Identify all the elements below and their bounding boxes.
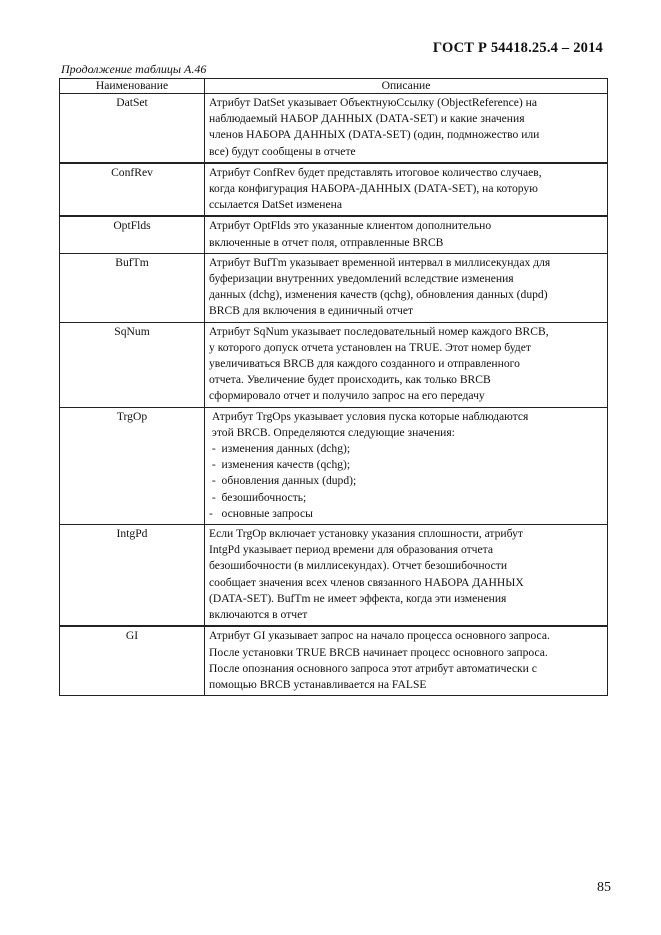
table-row bbox=[60, 322, 608, 407]
description-line: ссылается DatSet изменена bbox=[209, 198, 342, 212]
description-line: у которого допуск отчета установлен на TRUE. Этот номер будет bbox=[209, 340, 531, 354]
table-header-row bbox=[60, 79, 608, 94]
description-line: безошибочности (в миллисекундах). Отчет безошибочности bbox=[209, 559, 508, 573]
description-line: включаются в отчет bbox=[209, 608, 308, 622]
document-code: ГОСТ Р 54418.25.4 – 2014 bbox=[432, 40, 603, 56]
description-line: - изменения данных (dchg); bbox=[209, 442, 351, 456]
attribute-description bbox=[205, 626, 608, 695]
description-line: Атрибут GI указывает запрос на начало процесса основного запроса. bbox=[209, 629, 550, 643]
attribute-name: BufTm bbox=[60, 253, 205, 322]
description-line: отчета. Увеличение будет происходить, как только BRCB bbox=[209, 373, 491, 387]
attribute-name: SqNum bbox=[60, 322, 205, 407]
description-line: сообщает значения всех членов связанного НАБОРА ДАННЫХ bbox=[209, 575, 524, 589]
table-row bbox=[60, 94, 608, 163]
description-line: Атрибут OptFlds это указанные клиентом дополнительно bbox=[209, 219, 492, 233]
attribute-description bbox=[205, 253, 608, 322]
description-line: IntgPd указывает период времени для образования отчета bbox=[209, 543, 493, 557]
description-line: Атрибут ConfRev будет представлять итоговое количество случаев, bbox=[209, 165, 542, 179]
page-number: 85 bbox=[597, 880, 611, 895]
description-line: этой BRCB. Определяются следующие значения: bbox=[209, 425, 455, 439]
description-line: Атрибут DatSet указывает ОбъектнуюСсылку (ObjectReference) на bbox=[209, 96, 537, 109]
description-line: Если TrgOp включает установку указания сплошности, атрибут bbox=[209, 527, 523, 541]
description-line: - основные запросы bbox=[209, 506, 313, 520]
attribute-name: OptFlds bbox=[60, 216, 205, 253]
attribute-description bbox=[205, 322, 608, 407]
description-line: Атрибут BufTm указывает временной интервал в миллисекундах для bbox=[209, 255, 551, 269]
column-header-description: Описание bbox=[205, 79, 608, 94]
attribute-name: ConfRev bbox=[60, 163, 205, 217]
attribute-description bbox=[205, 216, 608, 253]
description-line: сформировало отчет и получило запрос на его передачу bbox=[209, 389, 485, 403]
description-line: когда конфигурация НАБОРА-ДАННЫХ (DATA-SET), на которую bbox=[209, 182, 538, 196]
description-line: помощью BRCB устанавливается на FALSE bbox=[209, 677, 427, 691]
attribute-description bbox=[205, 407, 608, 524]
attribute-description bbox=[205, 525, 608, 627]
description-line: Атрибут TrgOps указывает условия пуска которые наблюдаются bbox=[209, 409, 529, 423]
table-row bbox=[60, 216, 608, 253]
table-row bbox=[60, 525, 608, 627]
attribute-description bbox=[205, 163, 608, 217]
description-line: - обновления данных (dupd); bbox=[209, 474, 357, 488]
table-body bbox=[60, 94, 608, 696]
attribute-name: IntgPd bbox=[60, 525, 205, 627]
description-line: данных (dchg), изменения качеств (qchg), обновления данных (dupd) bbox=[209, 288, 548, 302]
table-row bbox=[60, 163, 608, 217]
description-line: буферизации внутренних уведомлений вследствие изменения bbox=[209, 272, 514, 286]
description-line: членов НАБОРА ДАННЫХ (DATA-SET) (один, подмножество или bbox=[209, 128, 540, 142]
table-row bbox=[60, 626, 608, 695]
description-line: После установки TRUE BRCB начинает процесс основного запроса. bbox=[209, 645, 548, 659]
description-line: (DATA-SET). BufTm не имеет эффекта, когда эти изменения bbox=[209, 591, 507, 605]
table-row bbox=[60, 253, 608, 322]
table-row bbox=[60, 407, 608, 524]
column-header-name: Наименование bbox=[60, 79, 205, 94]
description-line: После опознания основного запроса этот атрибут автоматически с bbox=[209, 661, 537, 675]
description-line: включенные в отчет поля, отправленные BRCB bbox=[209, 235, 444, 249]
description-line: BRCB для включения в единичный отчет bbox=[209, 304, 414, 318]
attribute-description bbox=[205, 94, 608, 163]
attribute-name: TrgOp bbox=[60, 407, 205, 524]
table-caption: Продолжение таблицы А.46 bbox=[61, 62, 207, 76]
attribute-name: DatSet bbox=[60, 94, 205, 163]
attribute-table bbox=[59, 78, 608, 696]
description-line: увеличиваться BRCB для каждого созданного и отправленного bbox=[209, 357, 520, 371]
description-line: - изменения качеств (qchg); bbox=[209, 458, 351, 472]
attribute-name: GI bbox=[60, 626, 205, 695]
description-line: наблюдаемый НАБОР ДАННЫХ (DATA-SET) и какие значения bbox=[209, 112, 525, 126]
description-line: все) будут сообщены в отчете bbox=[209, 144, 356, 158]
description-line: Атрибут SqNum указывает последовательный номер каждого BRCB, bbox=[209, 324, 549, 338]
description-line: - безошибочность; bbox=[209, 490, 307, 504]
